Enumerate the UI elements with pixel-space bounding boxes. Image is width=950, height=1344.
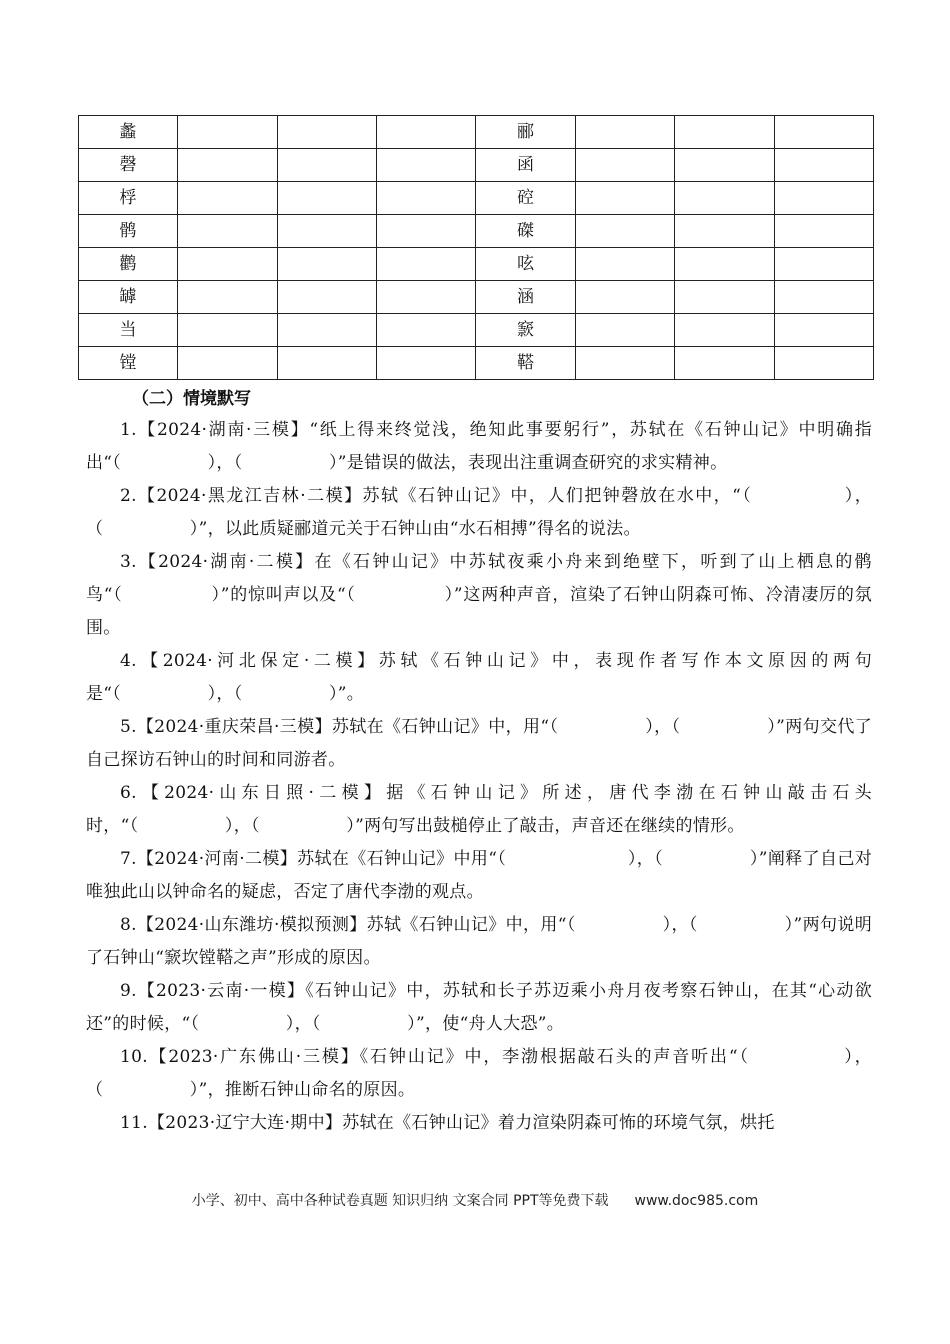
blank-cell [278, 347, 377, 380]
blank-cell [775, 182, 874, 215]
blank-cell [775, 116, 874, 149]
page-footer [0, 1190, 950, 1210]
blank-cell [278, 248, 377, 281]
question-item: 9.【2023·云南·一模】《石钟山记》中，苏轼和长子苏迈乘小舟月夜考察石钟山，在其“心动欲还”的时候，“（ ），（ ）”，使“舟人大恐”。 [86, 981, 872, 1034]
blank-cell [278, 149, 377, 182]
blank-cell [675, 347, 775, 380]
table-row [79, 116, 874, 149]
char-cell: 磔 [476, 215, 576, 248]
blank-cell [278, 314, 377, 347]
char-cell: 罅 [79, 281, 178, 314]
blank-cell [675, 248, 775, 281]
char-cell: 鞳 [476, 347, 576, 380]
question-item: 10.【2023·广东佛山·三模】《石钟山记》中，李渤根据敲石头的声音听出“（ ），（ ）”，推断石钟山命名的原因。 [86, 1047, 872, 1100]
blank-cell [278, 215, 377, 248]
blank-cell [377, 182, 476, 215]
blank-cell [377, 248, 476, 281]
blank-cell [576, 116, 675, 149]
blank-cell [576, 347, 675, 380]
blank-cell [377, 347, 476, 380]
question-item: 11.【2023·辽宁大连·期中】苏轼在《石钟山记》着力渲染阴森可怖的环境气氛，烘托 [120, 1113, 775, 1133]
blank-cell [178, 116, 278, 149]
question-item: 1.【2024·湖南·三模】“纸上得来终觉浅，绝知此事要躬行”，苏轼在《石钟山记》中明确指出“（ ），（ ）”是错误的做法，表现出注重调查研究的求实精神。 [86, 420, 872, 473]
table-row [79, 347, 874, 380]
blank-cell [775, 314, 874, 347]
footer-url[interactable]: www.doc985.com [634, 1193, 759, 1209]
blank-cell [675, 215, 775, 248]
blank-cell [675, 281, 775, 314]
blank-cell [576, 281, 675, 314]
footer-text: 小学、初中、高中各种试卷真题 知识归纳 文案合同 PPT等免费下载 [191, 1193, 609, 1209]
question-item: 5.【2024·重庆荣昌·三模】苏轼在《石钟山记》中，用“（ ），（ ）”两句交代了自己探访石钟山的时间和同游者。 [86, 717, 872, 770]
question-item: 4.【2024·河北保定·二模】苏轼《石钟山记》中，表现作者写作本文原因的两句是“（ ），（ ）”。 [86, 651, 872, 704]
blank-cell [178, 248, 278, 281]
blank-cell [576, 314, 675, 347]
char-cell: 呟 [476, 248, 576, 281]
char-cell: 窾 [476, 314, 576, 347]
blank-cell [377, 149, 476, 182]
blank-cell [377, 281, 476, 314]
char-cell: 函 [476, 149, 576, 182]
char-cell: 郦 [476, 116, 576, 149]
char-cell: 鹳 [79, 248, 178, 281]
blank-cell [377, 215, 476, 248]
char-cell: 桴 [79, 182, 178, 215]
blank-cell [775, 347, 874, 380]
blank-cell [775, 149, 874, 182]
char-cell: 镗 [79, 347, 178, 380]
table-body [79, 116, 874, 380]
table-row [79, 281, 874, 314]
char-cell: 蠡 [79, 116, 178, 149]
blank-cell [576, 182, 675, 215]
table-row [79, 182, 874, 215]
char-cell: 硿 [476, 182, 576, 215]
blank-cell [178, 149, 278, 182]
table-row [79, 215, 874, 248]
blank-cell [675, 116, 775, 149]
question-item: 3.【2024·湖南·二模】在《石钟山记》中苏轼夜乘小舟来到绝壁下，听到了山上栖息的鹘鸟“（ ）”的惊叫声以及“（ ）”这两种声音，渲染了石钟山阴森可怖、冷清凄厉的氛围。 [86, 552, 872, 638]
blank-cell [178, 281, 278, 314]
table-row [79, 248, 874, 281]
blank-cell [675, 182, 775, 215]
blank-cell [178, 215, 278, 248]
blank-cell [377, 314, 476, 347]
section-title: （二）情境默写 [132, 389, 251, 409]
question-item: 7.【2024·河南·二模】苏轼在《石钟山记》中用“（ ），（ ）”阐释了自己对唯独此山以钟命名的疑虑，否定了唐代李渤的观点。 [86, 849, 872, 902]
blank-cell [278, 281, 377, 314]
char-cell: 鹘 [79, 215, 178, 248]
blank-cell [775, 248, 874, 281]
blank-cell [377, 116, 476, 149]
blank-cell [278, 182, 377, 215]
blank-cell [178, 347, 278, 380]
char-cell: 磬 [79, 149, 178, 182]
blank-cell [278, 116, 377, 149]
character-table [78, 115, 874, 380]
table-row [79, 149, 874, 182]
question-list [86, 414, 872, 1140]
table-row [79, 314, 874, 347]
question-item: 2.【2024·黑龙江吉林·二模】苏轼《石钟山记》中，人们把钟磬放在水中，“（ ），（ ）”，以此质疑郦道元关于石钟山由“水石相搏”得名的说法。 [86, 486, 872, 539]
blank-cell [675, 314, 775, 347]
char-cell: 涵 [476, 281, 576, 314]
blank-cell [576, 149, 675, 182]
question-item: 6.【2024·山东日照·二模】据《石钟山记》所述，唐代李渤在石钟山敲击石头时，“（ ），（ ）”两句写出鼓槌停止了敲击，声音还在继续的情形。 [86, 783, 872, 836]
char-cell: 当 [79, 314, 178, 347]
blank-cell [675, 149, 775, 182]
blank-cell [775, 281, 874, 314]
blank-cell [576, 248, 675, 281]
question-item: 8.【2024·山东潍坊·模拟预测】苏轼《石钟山记》中，用“（ ），（ ）”两句说明了石钟山“窾坎镗鞳之声”形成的原因。 [86, 915, 872, 968]
blank-cell [576, 215, 675, 248]
blank-cell [178, 314, 278, 347]
blank-cell [775, 215, 874, 248]
blank-cell [178, 182, 278, 215]
